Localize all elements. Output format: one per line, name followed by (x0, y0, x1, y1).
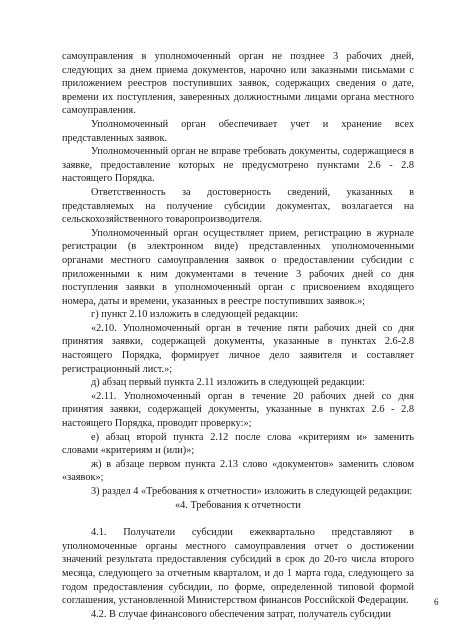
section-heading: «4. Требования к отчетности (175, 499, 301, 511)
paragraph: д) абзац первый пункта 2.11 изложить в следующей редакции: (91, 377, 365, 389)
paragraph: Уполномоченный орган обеспечивает учет и хранение всех представленных заявок. (62, 118, 414, 144)
paragraph: 4.2. В случае финансового обеспечения затрат, получатель субсидии (91, 608, 392, 620)
paragraph: 3) раздел 4 «Требования к отчетности» изложить в следующей редакции: (91, 486, 413, 497)
page-number: 6 (434, 597, 439, 607)
spacer (62, 512, 414, 526)
paragraph: г) пункт 2.10 изложить в следующей редакции: (91, 309, 298, 321)
paragraph: 4.1. Получатели субсидии ежеквартально представляют в уполномоченные органы местного самоуправления отчет о достижении значений результата предоставления субсидий в срок до 20-го числа второго месяца, следующего за отчетным кварталом, и до 1 марта года, следующего за годом предоставления субсидии, по форме, определенной типовой формой соглашения, установленной Министерством финансов Российской Федерации. (62, 527, 414, 607)
paragraph: е) абзац второй пункта 2.12 после слова «критериям и» заменить словами «критериям и (или)»; (62, 431, 414, 457)
paragraph: Ответственность за достоверность сведений, указанных в представляемых на получение субсидии документах, возлагается на сельскохозяйственного товаропроизводителя. (62, 186, 414, 226)
document-page (62, 50, 414, 621)
paragraph: Уполномоченный орган осуществляет прием, регистрацию в журнале регистрации (в электронном виде) представленных уполномоченными органами местного самоуправления заявок о предоставлении субсидии с приложенными к ним документами в течение 3 рабочих дней со дня поступления заявки в уполномоченный орган с присвоением входящего номера, даты и времени, указанных в реестре поступивших заявок.»; (62, 227, 414, 307)
paragraph: ж) в абзаце первом пункта 2.13 слово «документов» заменить словом «заявок»; (62, 458, 414, 484)
paragraph: Уполномоченный орган не вправе требовать документы, содержащиеся в заявке, предоставление которых не предусмотрено пунктами 2.6 - 2.8 настоящего Порядка. (62, 146, 414, 185)
paragraph: самоуправления в уполномоченный орган не позднее 3 рабочих дней, следующих за днем приема документов, нарочно или заказными письмами с приложением реестров поступивших заявок, содержащих сведения о дате, времени их поступления, заверенных должностными лицами органа местного самоуправления. (62, 51, 414, 117)
paragraph: «2.11. Уполномоченный орган в течение 20 рабочих дней со дня принятия заявки, содержащей документы, указанные в пунктах 2.6 - 2.8 настоящего Порядка, проводит проверку:»; (62, 390, 414, 430)
paragraph: «2.10. Уполномоченный орган в течение пяти рабочих дней со дня принятия заявки, содержащей документы, указанные в пунктах 2.6-2.8 настоящего Порядка, формирует личное дело заявителя и составляет регистрационный лист.»; (62, 322, 414, 375)
